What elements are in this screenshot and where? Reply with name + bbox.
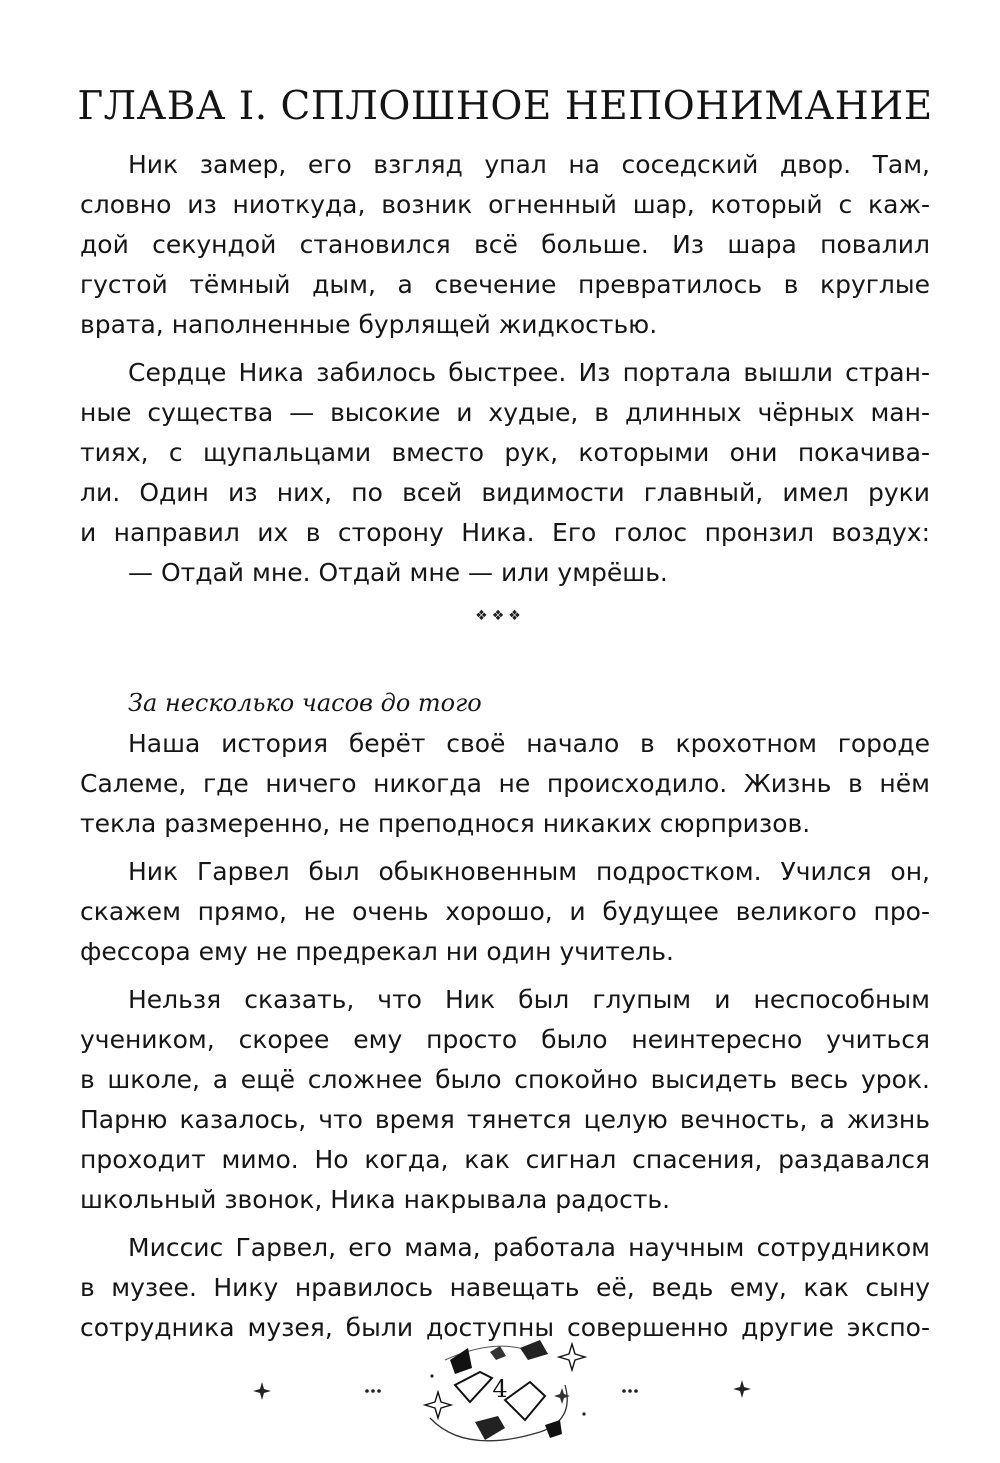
text-line: дой секундой становился всё больше. Из шара повалил: [80, 230, 930, 259]
text-line: в музее. Нику нравилось навещать её, ведь ему, как сыну: [80, 1273, 930, 1302]
text-line: Парню казалось, что время тянется целую вечность, а жизнь: [80, 1105, 930, 1134]
text-line: ные существа — высокие и худые, в длинных чёрных ман-: [80, 398, 930, 427]
text-line: Нельзя сказать, что Ник был глупым и неспособным: [128, 985, 930, 1014]
dialogue-line: — Отдай мне. Отдай мне — или умрёшь.: [128, 558, 668, 587]
text-line: ли. Один из них, по всей видимости главный, имел руки: [80, 478, 930, 507]
text-line: школьный звонок, Ника накрывала радость.: [80, 1185, 671, 1214]
text-line: сотрудника музея, были доступны совершенно другие экспо-: [80, 1313, 930, 1342]
text-line: Наша история берёт своё начало в крохотном городе: [128, 729, 930, 758]
opening-text: [80, 145, 930, 593]
text-line: проходит мимо. Но когда, как сигнал спасения, раздавался: [80, 1145, 930, 1174]
page-footer: [0, 1330, 1000, 1463]
text-line: Сердце Ника забилось быстрее. Из портала вышли стран-: [128, 358, 930, 387]
text-line: скажем прямо, не очень хорошо, и будущее великого про-: [80, 897, 930, 926]
text-line: Ник замер, его взгляд упал на соседский двор. Там,: [128, 150, 930, 179]
text-line: густой тёмный дым, а свечение превратилось в круглые: [80, 270, 930, 299]
page-number: 4: [492, 1375, 508, 1403]
text-line: Миссис Гарвел, его мама, работала научным сотрудником: [128, 1233, 930, 1262]
text-line: врата, наполненные бурлящей жидкостью.: [80, 310, 658, 339]
text-line: словно из ниоткуда, возник огненный шар, который с каж-: [80, 190, 930, 219]
chapter-title: ГЛАВА I. СПЛОШНОЕ НЕПОНИМАНИЕ: [77, 84, 933, 130]
time-note: За несколько часов до того: [128, 689, 482, 717]
text-line: Ник Гарвел был обыкновенным подростком. Учился он,: [128, 857, 930, 886]
text-line: текла размеренно, не преподнося никаких сюрпризов.: [80, 809, 811, 838]
text-line: Салеме, где ничего никогда не происходило. Жизнь в нём: [80, 769, 930, 798]
section-separator: ❖❖❖: [475, 608, 525, 624]
text-line: в школе, а ещё сложнее было спокойно высидеть весь урок.: [80, 1065, 930, 1094]
text-line: фессора ему не предрекал ни один учитель.: [80, 937, 674, 966]
text-line: тиях, с щупальцами вместо рук, которыми они покачива-: [80, 438, 930, 467]
text-line: и направил их в сторону Ника. Его голос пронзил воздух:: [80, 518, 930, 547]
story-text: [80, 724, 930, 1348]
text-line: учеником, скорее ему просто было неинтересно учиться: [80, 1025, 930, 1054]
